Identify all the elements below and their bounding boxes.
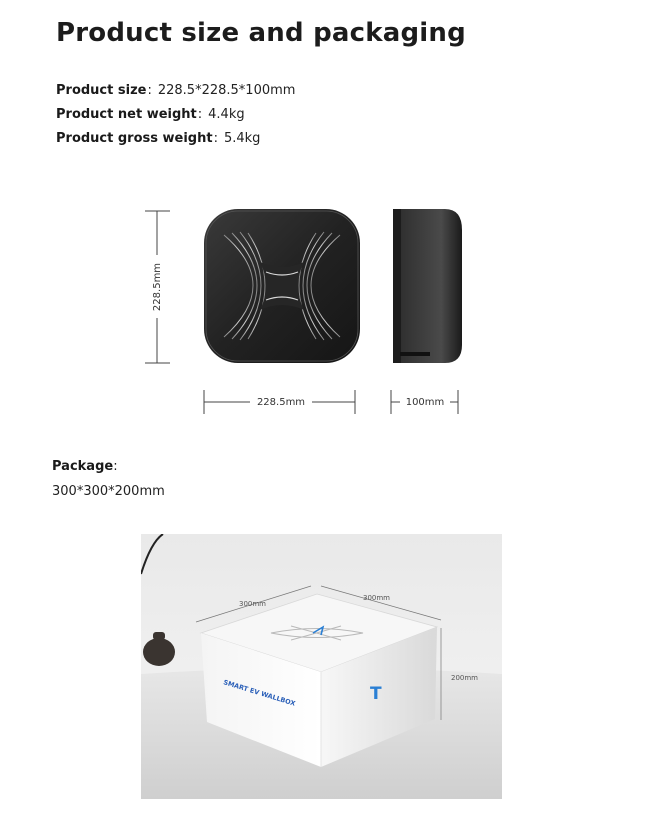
- charger-front-view: [204, 209, 360, 363]
- box-print-text: SMART EV WALLBOX: [222, 678, 297, 708]
- brand-logo-icon: T: [370, 684, 382, 704]
- spec-separator: :: [197, 107, 203, 122]
- box-height-dim-label: 200mm: [451, 674, 478, 682]
- spec-separator: :: [213, 131, 218, 146]
- spec-label: Product size: [56, 83, 147, 98]
- box-depth-dim-label: 300mm: [363, 594, 390, 602]
- width-dim-label: 228.5mm: [256, 397, 306, 408]
- spec-net-weight: [56, 107, 245, 123]
- width-dimension: [204, 390, 355, 414]
- depth-dim-label: 100mm: [405, 397, 445, 408]
- charger-side-view: [393, 209, 462, 363]
- spec-value: 228.5*228.5*100mm: [157, 83, 296, 98]
- package-label: [52, 459, 118, 474]
- spec-product-size: [56, 83, 295, 99]
- spec-label: Product net weight: [56, 107, 197, 122]
- packaging-photo: [141, 534, 502, 799]
- height-dim-label: 228.5mm: [152, 262, 163, 312]
- height-dimension: [145, 211, 170, 363]
- box-width-dim-label: 300mm: [239, 600, 266, 608]
- product-dimension-drawing: [140, 200, 480, 425]
- spec-label: Product gross weight: [56, 131, 213, 146]
- package-separator: :: [113, 459, 118, 474]
- depth-dimension: [391, 390, 458, 414]
- package-label-text: Package: [52, 459, 114, 474]
- package-dimensions: 300*300*200mm: [52, 484, 165, 499]
- spec-value: 5.4kg: [223, 131, 261, 146]
- spec-separator: :: [147, 83, 152, 98]
- spec-gross-weight: [56, 131, 260, 147]
- spec-value: 4.4kg: [208, 107, 245, 122]
- page-title: Product size and packaging: [56, 18, 466, 48]
